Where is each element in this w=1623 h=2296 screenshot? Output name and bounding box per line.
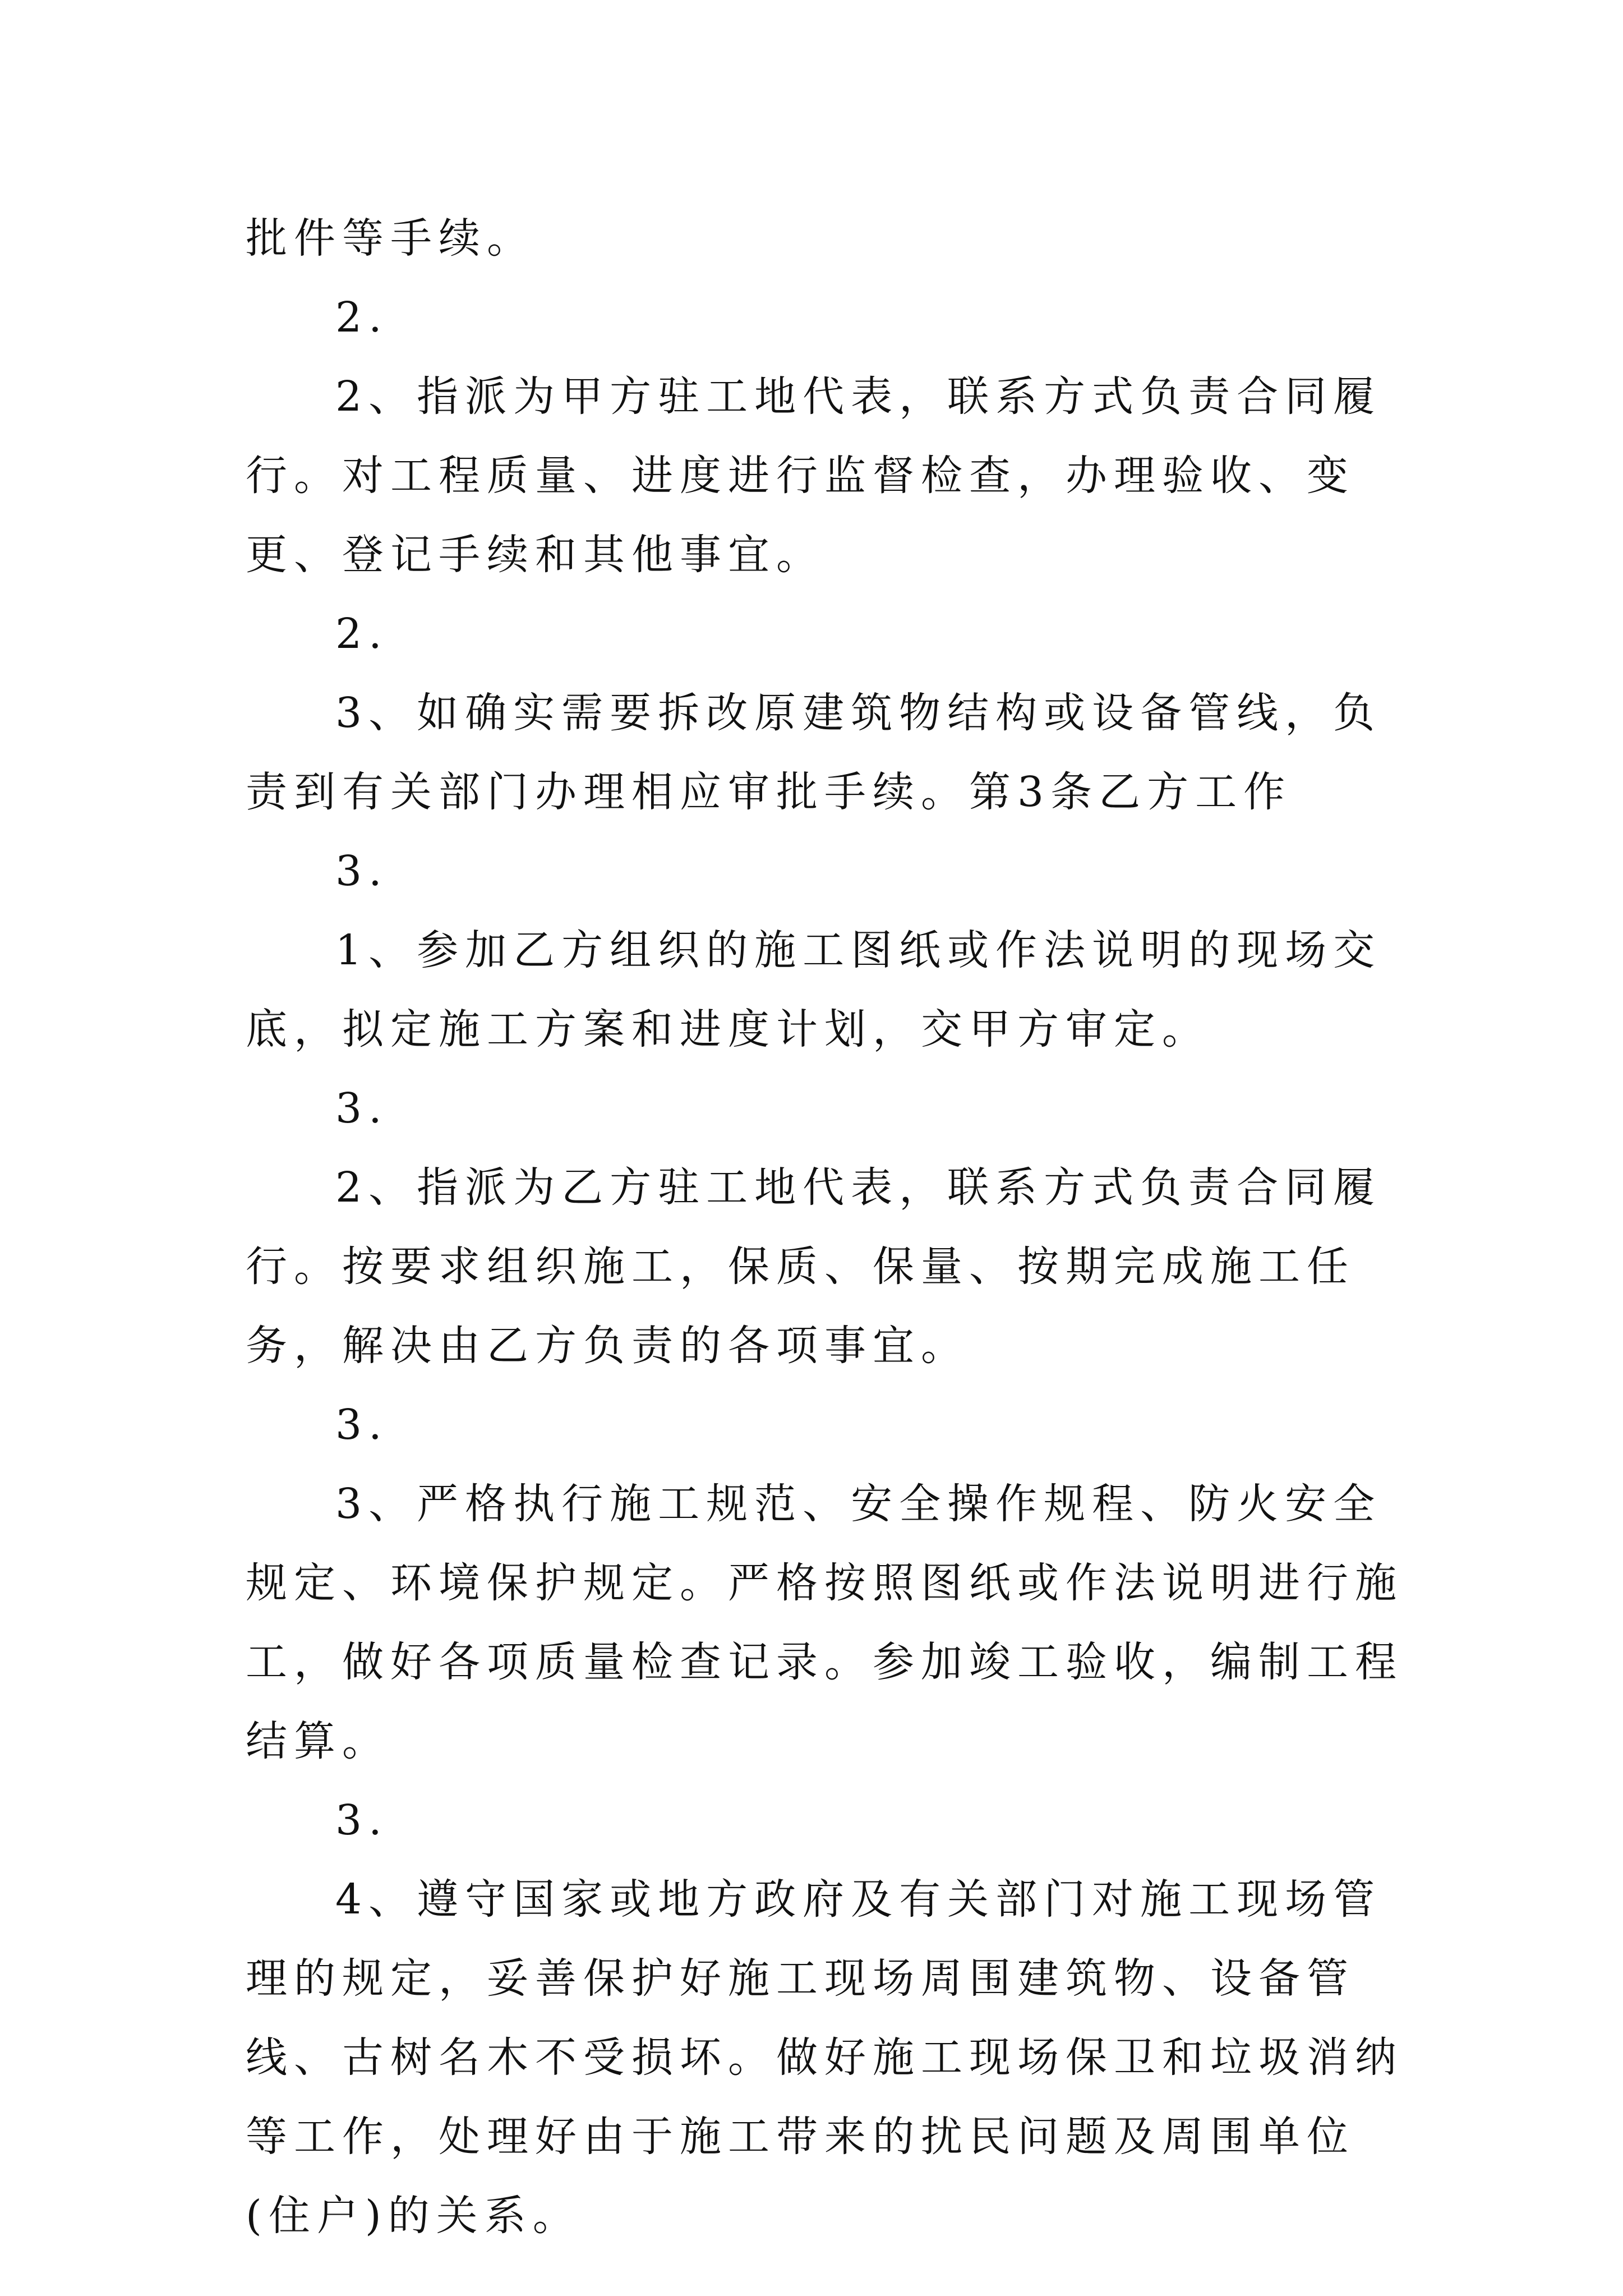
section-number: 2.: [335, 610, 389, 658]
section-number: 3.: [335, 847, 389, 895]
section-number: 2.: [335, 293, 389, 342]
paragraph: 3、严格执行施工规范、安全操作规程、防火安全规定、环境保护规定。严格按照图纸或作法说明进行施工，做好各项质量检查记录。参加竣工验收，编制工程结算。: [246, 1480, 1403, 1765]
paragraph: 2、指派为甲方驻工地代表，联系方式负责合同履行。对工程质量、进度进行监督检查，办理验收、变更、登记手续和其他事宜。: [246, 372, 1382, 579]
section-number: 3.: [335, 1084, 389, 1133]
section-number: 3.: [335, 1796, 389, 1844]
paragraph: 批件等手续。: [246, 214, 535, 263]
document-body: [246, 199, 1418, 2256]
paragraph: 2、指派为乙方驻工地代表，联系方式负责合同履行。按要求组织施工，保质、保量、按期完成施工任务，解决由乙方负责的各项事宜。: [246, 1163, 1382, 1370]
paragraph: 4、遵守国家或地方政府及有关部门对施工现场管理的规定，妥善保护好施工现场周围建筑物、设备管线、古树名木不受损坏。做好施工现场保卫和垃圾消纳等工作，处理好由于施工带来的扰民问题及周围单位(住户)的关系。: [246, 1875, 1403, 2240]
section-number: 3.: [335, 1401, 389, 1449]
paragraph: 1、参加乙方组织的施工图纸或作法说明的现场交底，拟定施工方案和进度计划，交甲方审定。: [246, 926, 1382, 1053]
paragraph: 3、如确实需要拆改原建筑物结构或设备管线，负责到有关部门办理相应审批手续。第3条乙方工作: [246, 689, 1382, 816]
